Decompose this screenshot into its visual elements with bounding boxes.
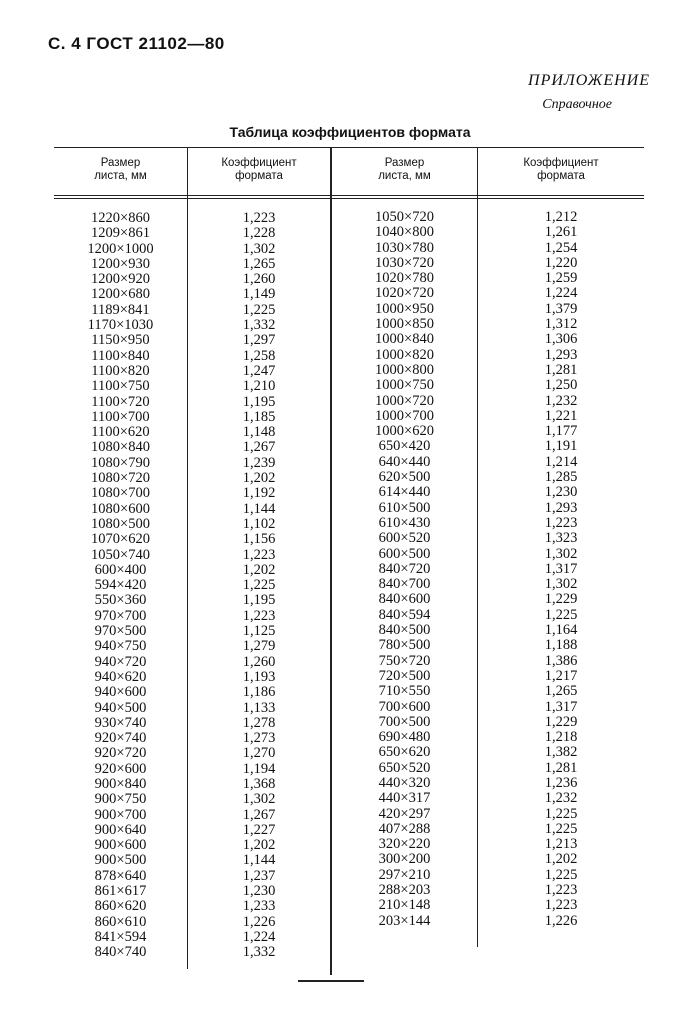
sheet-size-column-right — [332, 210, 477, 929]
column-header-size-right — [332, 157, 477, 183]
coefficient-cell: 1,195 — [242, 393, 276, 410]
coefficient-cell: 1,281 — [544, 361, 578, 378]
coefficient-cell: 1,192 — [242, 485, 276, 502]
column-header-size-left-text: Размер листа, мм — [94, 157, 147, 182]
sheet-size-cell: 1150×950 — [91, 332, 150, 349]
sheet-size-cell: 1200×1000 — [87, 240, 154, 257]
sheet-size-cell: 1030×720 — [375, 254, 434, 271]
coefficient-cell: 1,221 — [544, 407, 578, 424]
coefficient-cell: 1,247 — [242, 362, 276, 379]
sheet-size-cell: 1200×920 — [91, 271, 150, 288]
coefficient-cell: 1,194 — [242, 760, 276, 777]
sheet-size-cell: 861×617 — [94, 883, 147, 900]
coefficient-cell: 1,195 — [242, 592, 276, 609]
coefficient-column-left — [188, 211, 330, 961]
coefficient-cell: 1,223 — [544, 882, 578, 899]
coefficient-cell: 1,267 — [242, 439, 276, 456]
coefficient-cell: 1,317 — [544, 698, 578, 715]
table-title: Таблица коэффициентов формата — [229, 124, 471, 140]
sheet-size-cell: 970×700 — [94, 607, 147, 624]
sheet-size-cell: 700×600 — [378, 698, 431, 715]
coefficient-cell: 1,220 — [544, 254, 578, 271]
coefficient-cell: 1,218 — [544, 729, 578, 746]
coefficient-cell: 1,202 — [242, 837, 276, 854]
table-top-rule — [54, 147, 644, 148]
sheet-size-cell: 900×500 — [94, 852, 147, 869]
sheet-size-cell: 860×610 — [94, 913, 147, 930]
coefficient-cell: 1,125 — [242, 623, 276, 640]
sheet-size-cell: 1170×1030 — [87, 317, 154, 334]
coefficient-cell: 1,229 — [544, 591, 578, 608]
column-header-coef-right-text: Коэффициент формата — [523, 157, 599, 182]
sheet-size-cell: 1030×780 — [375, 239, 434, 256]
sheet-size-cell: 1220×860 — [91, 210, 150, 226]
sheet-size-cell: 1070×620 — [91, 531, 150, 548]
sheet-size-cell: 780×500 — [378, 637, 431, 654]
sheet-size-cell: 1189×841 — [91, 301, 150, 318]
sheet-size-cell: 210×148 — [378, 897, 431, 914]
sheet-size-cell: 1020×720 — [375, 285, 434, 302]
sheet-size-cell: 920×600 — [94, 760, 147, 777]
coefficient-cell: 1,236 — [544, 774, 578, 791]
sheet-size-cell: 320×220 — [378, 836, 431, 853]
coefficient-cell: 1,225 — [544, 606, 578, 623]
sheet-size-cell: 288×203 — [378, 882, 431, 899]
sheet-size-cell: 1100×820 — [91, 362, 150, 379]
sheet-size-cell: 1000×720 — [375, 392, 434, 409]
coefficient-cell: 1,293 — [544, 499, 578, 516]
coefficient-cell: 1,223 — [544, 514, 578, 531]
sheet-size-cell: 840×720 — [378, 560, 431, 577]
coefficient-cell: 1,212 — [544, 209, 578, 225]
sheet-size-cell: 840×600 — [378, 591, 431, 608]
coefficient-cell: 1,214 — [544, 453, 578, 470]
coefficient-cell: 1,368 — [242, 775, 276, 792]
sheet-size-cell: 900×600 — [94, 837, 147, 854]
coefficient-cell: 1,230 — [544, 484, 578, 501]
coefficient-cell: 1,144 — [242, 500, 276, 517]
coefficient-cell: 1,278 — [242, 714, 276, 731]
sheet-size-cell: 1040×800 — [375, 224, 434, 241]
coefficient-cell: 1,229 — [544, 713, 578, 730]
sheet-size-cell: 1000×750 — [375, 377, 434, 394]
coefficient-cell: 1,232 — [544, 790, 578, 807]
sheet-size-cell: 690×480 — [378, 729, 431, 746]
coefficient-cell: 1,225 — [242, 577, 276, 594]
coefficient-cell: 1,224 — [544, 285, 578, 302]
sheet-size-cell: 1080×500 — [91, 515, 150, 532]
sheet-size-cell: 878×640 — [94, 867, 147, 884]
coefficient-cell: 1,144 — [242, 852, 276, 869]
coefficient-cell: 1,258 — [242, 347, 276, 364]
column-header-coef-left — [188, 157, 330, 183]
sheet-size-cell: 940×750 — [94, 638, 147, 655]
format-coefficients-table — [54, 147, 644, 977]
sheet-size-cell: 940×600 — [94, 684, 147, 701]
sheet-size-cell: 840×500 — [378, 622, 431, 639]
coefficient-cell: 1,260 — [242, 653, 276, 670]
sheet-size-cell: 900×640 — [94, 821, 147, 838]
coefficient-cell: 1,148 — [242, 424, 276, 441]
coefficient-cell: 1,149 — [242, 286, 276, 303]
coefficient-cell: 1,225 — [544, 866, 578, 883]
sheet-size-cell: 600×500 — [378, 545, 431, 562]
coefficient-cell: 1,270 — [242, 745, 276, 762]
coefficient-cell: 1,210 — [242, 378, 276, 395]
sheet-size-cell: 1080×790 — [91, 454, 150, 471]
sheet-size-cell: 1050×720 — [375, 209, 434, 225]
coefficient-cell: 1,228 — [242, 225, 276, 242]
sheet-size-cell: 594×420 — [94, 577, 147, 594]
sheet-size-cell: 1100×700 — [91, 408, 150, 425]
coefficient-cell: 1,312 — [544, 316, 578, 333]
coefficient-cell: 1,382 — [544, 744, 578, 761]
sheet-size-cell: 900×700 — [94, 806, 147, 823]
coefficient-cell: 1,213 — [544, 836, 578, 853]
coefficient-cell: 1,217 — [544, 667, 578, 684]
coefficient-cell: 1,188 — [544, 637, 578, 654]
header-rule-double — [54, 198, 644, 199]
sheet-size-cell: 840×700 — [378, 576, 431, 593]
document-header: С. 4 ГОСТ 21102—80 — [48, 34, 225, 53]
coefficient-cell: 1,306 — [544, 331, 578, 348]
coefficient-cell: 1,302 — [242, 791, 276, 808]
sheet-size-column-left — [54, 211, 187, 961]
coefficient-cell: 1,202 — [242, 561, 276, 578]
coefficient-cell: 1,379 — [544, 300, 578, 317]
coefficient-cell: 1,225 — [242, 301, 276, 318]
sheet-size-cell: 750×720 — [378, 652, 431, 669]
sheet-size-cell: 920×720 — [94, 745, 147, 762]
coefficient-cell: 1,227 — [242, 821, 276, 838]
sheet-size-cell: 1100×720 — [91, 393, 150, 410]
coefficient-cell: 1,273 — [242, 730, 276, 747]
coefficient-cell: 1,191 — [544, 438, 578, 455]
coefficient-cell: 1,223 — [242, 546, 276, 563]
coefficient-cell: 1,156 — [242, 531, 276, 548]
coefficient-cell: 1,267 — [242, 806, 276, 823]
sheet-size-cell: 1050×740 — [91, 546, 150, 563]
sheet-size-cell: 300×200 — [378, 851, 431, 868]
sheet-size-cell: 1080×720 — [91, 470, 150, 487]
sheet-size-cell: 1000×840 — [375, 331, 434, 348]
sheet-size-cell: 1000×800 — [375, 361, 434, 378]
sheet-size-cell: 1100×750 — [91, 378, 150, 395]
end-of-table-rule — [298, 980, 364, 982]
sheet-size-cell: 1000×950 — [375, 300, 434, 317]
sheet-size-cell: 610×500 — [378, 499, 431, 516]
coefficient-cell: 1,224 — [242, 928, 276, 945]
coefficient-cell: 1,223 — [242, 210, 276, 226]
sheet-size-cell: 1100×840 — [91, 347, 150, 364]
coefficient-cell: 1,293 — [544, 346, 578, 363]
sheet-size-cell: 1000×700 — [375, 407, 434, 424]
sheet-size-cell: 1080×840 — [91, 439, 150, 456]
sheet-size-cell: 614×440 — [378, 484, 431, 501]
sheet-size-cell: 600×520 — [378, 530, 431, 547]
coefficient-cell: 1,261 — [544, 224, 578, 241]
sheet-size-cell: 1200×930 — [91, 255, 150, 272]
coefficient-cell: 1,332 — [242, 317, 276, 334]
coefficient-cell: 1,254 — [544, 239, 578, 256]
sheet-size-cell: 1020×780 — [375, 270, 434, 287]
sheet-size-cell: 610×430 — [378, 514, 431, 531]
coefficient-cell: 1,230 — [242, 883, 276, 900]
coefficient-cell: 1,279 — [242, 638, 276, 655]
sheet-size-cell: 650×420 — [378, 438, 431, 455]
coefficient-cell: 1,265 — [544, 683, 578, 700]
sheet-size-cell: 640×440 — [378, 453, 431, 470]
column-header-size-right-text: Размер листа, мм — [378, 157, 431, 182]
sheet-size-cell: 1080×600 — [91, 500, 150, 517]
sheet-size-cell: 840×740 — [94, 944, 147, 961]
coefficient-cell: 1,297 — [242, 332, 276, 349]
sheet-size-cell: 650×520 — [378, 759, 431, 776]
appendix-type: Справочное — [542, 97, 612, 112]
coefficient-cell: 1,259 — [544, 270, 578, 287]
sheet-size-cell: 1209×861 — [91, 225, 150, 242]
column-header-coef-right — [478, 157, 644, 183]
coefficient-cell: 1,185 — [242, 408, 276, 425]
coefficient-cell: 1,202 — [544, 851, 578, 868]
sheet-size-cell: 203×144 — [378, 912, 431, 929]
coefficient-cell: 1,302 — [242, 240, 276, 257]
column-header-size-left — [54, 157, 187, 183]
sheet-size-cell: 710×550 — [378, 683, 431, 700]
sheet-size-cell: 1000×620 — [375, 423, 434, 440]
coefficient-cell: 1,317 — [544, 560, 578, 577]
sheet-size-cell: 900×750 — [94, 791, 147, 808]
coefficient-cell: 1,239 — [242, 454, 276, 471]
sheet-size-cell: 1200×680 — [91, 286, 150, 303]
coefficient-cell: 1,186 — [242, 684, 276, 701]
coefficient-cell: 1,332 — [242, 944, 276, 961]
coefficient-column-right — [478, 210, 644, 929]
sheet-size-cell: 297×210 — [378, 866, 431, 883]
coefficient-cell: 1,102 — [242, 515, 276, 532]
coefficient-cell: 1,164 — [544, 622, 578, 639]
sheet-size-cell: 900×840 — [94, 775, 147, 792]
sheet-size-cell: 440×317 — [378, 790, 431, 807]
sheet-size-cell: 940×620 — [94, 668, 147, 685]
coefficient-cell: 1,250 — [544, 377, 578, 394]
sheet-size-cell: 700×500 — [378, 713, 431, 730]
coefficient-cell: 1,193 — [242, 668, 276, 685]
coefficient-cell: 1,226 — [242, 913, 276, 930]
sheet-size-cell: 840×594 — [378, 606, 431, 623]
coefficient-cell: 1,225 — [544, 820, 578, 837]
coefficient-cell: 1,323 — [544, 530, 578, 547]
coefficient-cell: 1,265 — [242, 255, 276, 272]
sheet-size-cell: 407×288 — [378, 820, 431, 837]
coefficient-cell: 1,260 — [242, 271, 276, 288]
sheet-size-cell: 841×594 — [94, 928, 147, 945]
sheet-size-cell: 940×720 — [94, 653, 147, 670]
coefficient-cell: 1,223 — [544, 897, 578, 914]
coefficient-cell: 1,133 — [242, 699, 276, 716]
coefficient-cell: 1,233 — [242, 898, 276, 915]
sheet-size-cell: 860×620 — [94, 898, 147, 915]
sheet-size-cell: 600×400 — [94, 561, 147, 578]
coefficient-cell: 1,223 — [242, 607, 276, 624]
coefficient-cell: 1,281 — [544, 759, 578, 776]
coefficient-cell: 1,302 — [544, 576, 578, 593]
coefficient-cell: 1,302 — [544, 545, 578, 562]
coefficient-cell: 1,232 — [544, 392, 578, 409]
coefficient-cell: 1,177 — [544, 423, 578, 440]
sheet-size-cell: 940×500 — [94, 699, 147, 716]
appendix-heading: ПРИЛОЖЕНИЕ — [528, 72, 650, 89]
sheet-size-cell: 1080×700 — [91, 485, 150, 502]
sheet-size-cell: 550×360 — [94, 592, 147, 609]
coefficient-cell: 1,226 — [544, 912, 578, 929]
coefficient-cell: 1,225 — [544, 805, 578, 822]
header-rule — [54, 195, 644, 196]
sheet-size-cell: 620×500 — [378, 469, 431, 486]
sheet-size-cell: 1000×820 — [375, 346, 434, 363]
column-header-coef-left-text: Коэффициент формата — [221, 157, 297, 182]
sheet-size-cell: 440×320 — [378, 774, 431, 791]
sheet-size-cell: 920×740 — [94, 730, 147, 747]
sheet-size-cell: 720×500 — [378, 667, 431, 684]
sheet-size-cell: 1000×850 — [375, 316, 434, 333]
coefficient-cell: 1,202 — [242, 470, 276, 487]
coefficient-cell: 1,237 — [242, 867, 276, 884]
sheet-size-cell: 650×620 — [378, 744, 431, 761]
sheet-size-cell: 930×740 — [94, 714, 147, 731]
coefficient-cell: 1,386 — [544, 652, 578, 669]
sheet-size-cell: 1100×620 — [91, 424, 150, 441]
coefficient-cell: 1,285 — [544, 469, 578, 486]
sheet-size-cell: 970×500 — [94, 623, 147, 640]
sheet-size-cell: 420×297 — [378, 805, 431, 822]
